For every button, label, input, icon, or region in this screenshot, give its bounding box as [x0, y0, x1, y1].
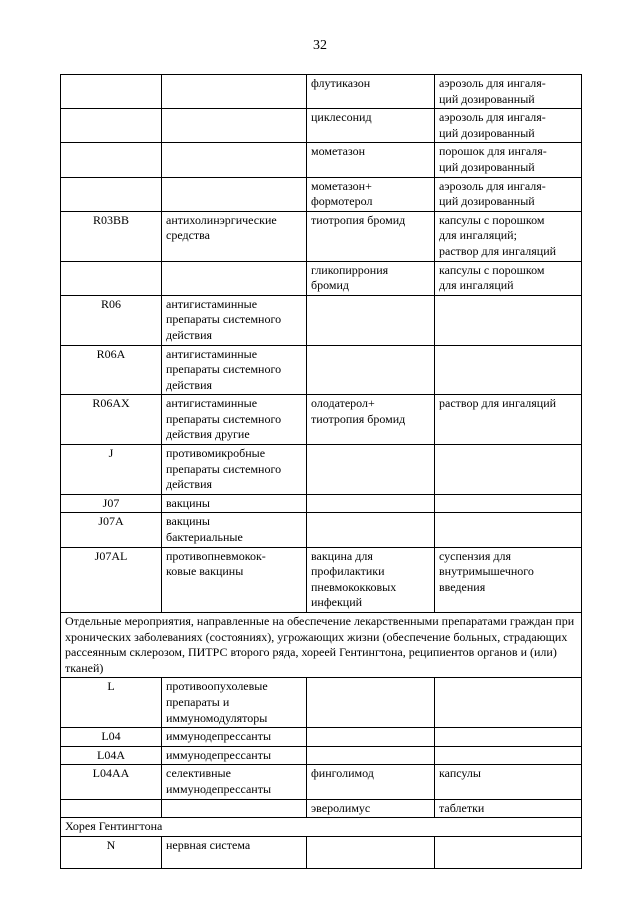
table-row [61, 494, 582, 513]
group-name-cell: противоопухолевые препараты и иммуномодуляторы [162, 678, 307, 728]
atc-code-cell [61, 109, 162, 143]
table-row [61, 547, 582, 612]
dosage-form-cell [435, 345, 582, 395]
table-row [61, 765, 582, 799]
atc-code-cell [61, 799, 162, 818]
drug-name-cell [307, 836, 435, 868]
atc-code-cell: R06A [61, 345, 162, 395]
drug-name-cell [307, 746, 435, 765]
dosage-form-cell: суспензия для внутримышечного введения [435, 547, 582, 612]
table-row [61, 513, 582, 547]
dosage-form-cell: капсулы с порошком для ингаляций; раствор для ингаляций [435, 211, 582, 261]
group-name-cell: антигистаминные препараты системного действия [162, 295, 307, 345]
table-row [61, 177, 582, 211]
dosage-form-cell [435, 445, 582, 495]
dosage-form-cell [435, 513, 582, 547]
atc-code-cell: N [61, 836, 162, 868]
atc-code-cell: R06 [61, 295, 162, 345]
drug-name-cell [307, 513, 435, 547]
section-header: Отдельные мероприятия, направленные на обеспечение лекарственными препаратами граждан при хронических заболеваниях (состояниях), угрожающих жизни (обеспечение больных, страдающих рассеянным склерозом, ПИТРС второго ряда, хореей Гентингтона, реципиентов органов и (или) тканей) [61, 613, 582, 678]
drug-name-cell [307, 345, 435, 395]
group-name-cell [162, 177, 307, 211]
table-row [61, 746, 582, 765]
dosage-form-cell [435, 295, 582, 345]
atc-code-cell: L04 [61, 728, 162, 747]
table-row [61, 728, 582, 747]
dosage-form-cell: аэрозоль для ингаля- ций дозированный [435, 75, 582, 109]
atc-code-cell: L04A [61, 746, 162, 765]
atc-code-cell: R06AX [61, 395, 162, 445]
drug-name-cell: мометазон+ формотерол [307, 177, 435, 211]
atc-code-cell: J [61, 445, 162, 495]
atc-code-cell: J07AL [61, 547, 162, 612]
atc-code-cell [61, 177, 162, 211]
group-name-cell: нервная система [162, 836, 307, 868]
table-row [61, 836, 582, 868]
drug-name-cell [307, 295, 435, 345]
group-name-cell: вакцины [162, 494, 307, 513]
atc-code-cell [61, 75, 162, 109]
table-row [61, 345, 582, 395]
group-name-cell: селективные иммунодепрессанты [162, 765, 307, 799]
group-name-cell: противопневмокок- ковые вакцины [162, 547, 307, 612]
drug-name-cell [307, 494, 435, 513]
dosage-form-cell: порошок для ингаля- ций дозированный [435, 143, 582, 177]
atc-code-cell: J07 [61, 494, 162, 513]
atc-code-cell: L04AA [61, 765, 162, 799]
group-name-cell [162, 143, 307, 177]
dosage-form-cell: таблетки [435, 799, 582, 818]
drug-name-cell [307, 445, 435, 495]
group-name-cell: антихолинэргические средства [162, 211, 307, 261]
group-name-cell [162, 109, 307, 143]
dosage-form-cell: аэрозоль для ингаля- ций дозированный [435, 109, 582, 143]
drug-name-cell: циклесонид [307, 109, 435, 143]
table-row [61, 75, 582, 109]
table-row [61, 295, 582, 345]
group-name-cell: вакцины бактериальные [162, 513, 307, 547]
drug-name-cell: мометазон [307, 143, 435, 177]
atc-code-cell [61, 261, 162, 295]
group-name-cell: иммунодепрессанты [162, 746, 307, 765]
drug-name-cell: тиотропия бромид [307, 211, 435, 261]
drug-name-cell [307, 728, 435, 747]
table-row [61, 211, 582, 261]
table-row [61, 395, 582, 445]
group-name-cell: антигистаминные препараты системного действия [162, 345, 307, 395]
drug-name-cell: вакцина для профилактики пневмококковых инфекций [307, 547, 435, 612]
drug-name-cell: олодатерол+ тиотропия бромид [307, 395, 435, 445]
section-header-row [61, 818, 582, 837]
group-name-cell: антигистаминные препараты системного действия другие [162, 395, 307, 445]
drug-name-cell: финголимод [307, 765, 435, 799]
atc-code-cell: L [61, 678, 162, 728]
group-name-cell: иммунодепрессанты [162, 728, 307, 747]
group-name-cell [162, 799, 307, 818]
table-row [61, 678, 582, 728]
table-row [61, 445, 582, 495]
table-row [61, 261, 582, 295]
dosage-form-cell: раствор для ингаляций [435, 395, 582, 445]
table-row [61, 109, 582, 143]
atc-code-cell: R03BB [61, 211, 162, 261]
section-header-row [61, 613, 582, 678]
dosage-form-cell: аэрозоль для ингаля- ций дозированный [435, 177, 582, 211]
dosage-form-cell [435, 836, 582, 868]
group-name-cell: противомикробные препараты системного действия [162, 445, 307, 495]
table-row [61, 143, 582, 177]
drug-table [60, 74, 582, 869]
group-name-cell [162, 261, 307, 295]
atc-code-cell: J07A [61, 513, 162, 547]
dosage-form-cell [435, 728, 582, 747]
dosage-form-cell: капсулы с порошком для ингаляций [435, 261, 582, 295]
dosage-form-cell [435, 494, 582, 513]
table-row [61, 799, 582, 818]
dosage-form-cell [435, 746, 582, 765]
atc-code-cell [61, 143, 162, 177]
drug-name-cell [307, 678, 435, 728]
drug-name-cell: эверолимус [307, 799, 435, 818]
section-header: Хорея Гентингтона [61, 818, 582, 837]
group-name-cell [162, 75, 307, 109]
dosage-form-cell [435, 678, 582, 728]
drug-name-cell: гликопиррония бромид [307, 261, 435, 295]
page-number: 32 [313, 38, 327, 53]
drug-name-cell: флутиказон [307, 75, 435, 109]
dosage-form-cell: капсулы [435, 765, 582, 799]
